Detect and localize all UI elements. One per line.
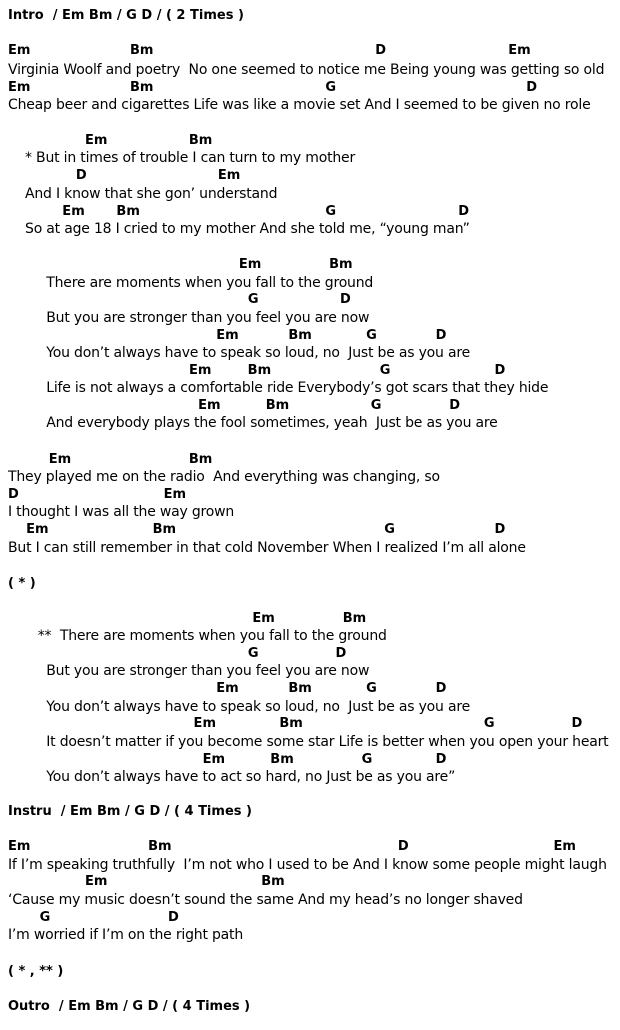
chord-line: D Em: [8, 487, 187, 502]
chord-line: Em Bm G D: [8, 716, 583, 731]
lyric-line: ** There are moments when you fall to the ground: [8, 628, 387, 644]
chord-line: G D: [8, 646, 347, 661]
lyric-line: But you are stronger than you feel you are now: [8, 310, 370, 326]
lyric-line: So at age 18 I cried to my mother And she told me, “young man”: [8, 221, 470, 237]
lyric-line: Life is not always a comfortable ride Everybody’s got scars that they hide: [8, 380, 549, 396]
lyric-line: You don’t always have to act so hard, no Just be as you are”: [8, 769, 456, 785]
chord-line: G D: [8, 910, 179, 925]
chord-line: Em Bm G D: [8, 398, 461, 413]
chord-line: Em Bm: [8, 874, 285, 889]
chord-line: Em Bm G D: [8, 752, 447, 767]
chord-line: Em Bm G D: [8, 363, 506, 378]
chord-line: Em Bm G D: [8, 522, 506, 537]
section-line: Instru / Em Bm / G D / ( 4 Times ): [8, 804, 252, 819]
lyric-line: It doesn’t matter if you become some star Life is better when you open your heart: [8, 734, 609, 750]
chord-line: Em Bm: [8, 611, 367, 626]
lyric-line: Cheap beer and cigarettes Life was like a movie set And I seemed to be given no role: [8, 97, 591, 113]
chord-line: Em Bm G D: [8, 80, 537, 95]
lyric-line: And everybody plays the fool sometimes, yeah Just be as you are: [8, 415, 498, 431]
lyric-line: Virginia Woolf and poetry No one seemed to notice me Being young was getting so old: [8, 62, 605, 78]
lyric-line: ‘Cause my music doesn’t sound the same And my head’s no longer shaved: [8, 892, 523, 908]
lyric-line: You don’t always have to speak so loud, no Just be as you are: [8, 699, 470, 715]
section-line: Intro / Em Bm / G D / ( 2 Times ): [8, 8, 244, 23]
chord-line: Em Bm G D: [8, 328, 447, 343]
lyric-line: You don’t always have to speak so loud, no Just be as you are: [8, 345, 470, 361]
lyric-line: There are moments when you fall to the ground: [8, 275, 374, 291]
lyric-line: And I know that she gon’ understand: [8, 186, 278, 202]
marker-line: ( * , ** ): [8, 964, 64, 979]
chord-line: Em Bm: [8, 452, 213, 467]
lyric-line: But I can still remember in that cold November When I realized I’m all alone: [8, 540, 526, 556]
chord-line: G D: [8, 292, 351, 307]
lyric-line: I thought I was all the way grown: [8, 504, 235, 520]
chord-line: Em Bm G D: [8, 681, 447, 696]
lyric-line: They played me on the radio And everything was changing, so: [8, 469, 440, 485]
chord-line: Em Bm: [8, 257, 353, 272]
chord-line: Em Bm G D: [8, 204, 470, 219]
chord-line: D Em: [8, 168, 241, 183]
lyric-line: I’m worried if I’m on the right path: [8, 927, 244, 943]
section-line: Outro / Em Bm / G D / ( 4 Times ): [8, 999, 251, 1014]
chord-line: Em Bm D Em: [8, 43, 531, 58]
lyric-line: If I’m speaking truthfully I’m not who I used to be And I know some people might laugh: [8, 857, 607, 873]
lyric-line: But you are stronger than you feel you are now: [8, 663, 370, 679]
chord-line: Em Bm D Em: [8, 839, 576, 854]
marker-line: ( * ): [8, 576, 36, 591]
lyric-line: * But in times of trouble I can turn to my mother: [8, 150, 356, 166]
chord-line: Em Bm: [8, 133, 213, 148]
